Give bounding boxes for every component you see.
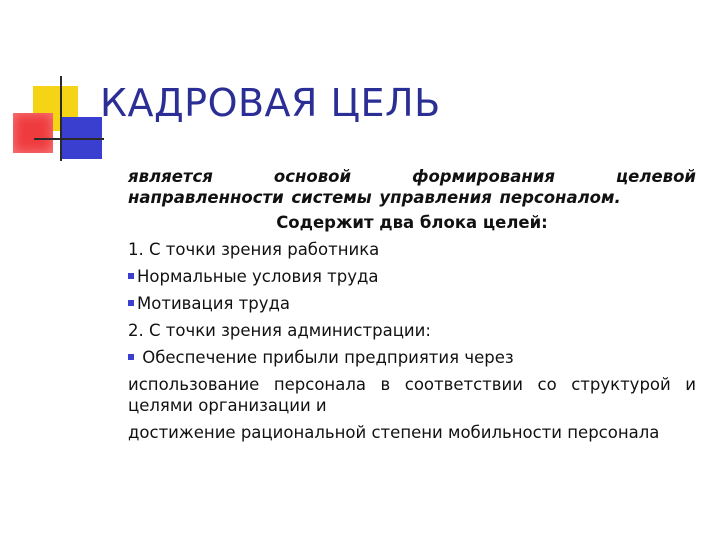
intro-paragraph: является основой формирования целевой направленности системы управления персоналом. bbox=[128, 167, 696, 207]
decor-vertical-line bbox=[60, 76, 62, 161]
body-paragraph: достижение рациональной степени мобильности персонала bbox=[128, 423, 660, 442]
square-bullet-icon bbox=[128, 273, 134, 279]
bullet-text: Нормальные условия труда bbox=[137, 267, 379, 286]
body-paragraph: использование персонала в соответствии со структурой и целями организации и bbox=[128, 375, 696, 415]
block2-heading: 2. С точки зрения администрации: bbox=[128, 321, 431, 340]
decor-red-square bbox=[13, 113, 53, 153]
bullet-item bbox=[128, 266, 696, 287]
subheading: Содержит два блока целей: bbox=[276, 213, 548, 232]
decor-horizontal-line bbox=[34, 138, 104, 140]
bullet-item bbox=[128, 293, 696, 314]
block1-heading: 1. С точки зрения работника bbox=[128, 240, 380, 259]
bullet-item bbox=[128, 347, 696, 368]
square-bullet-icon bbox=[128, 300, 134, 306]
slide-title: КАДРОВАЯ ЦЕЛЬ bbox=[100, 81, 441, 125]
bullet-text: Обеспечение прибыли предприятия через bbox=[137, 348, 514, 367]
square-bullet-icon bbox=[128, 354, 134, 360]
bullet-text: Мотивация труда bbox=[137, 294, 290, 313]
slide-body bbox=[128, 166, 696, 449]
